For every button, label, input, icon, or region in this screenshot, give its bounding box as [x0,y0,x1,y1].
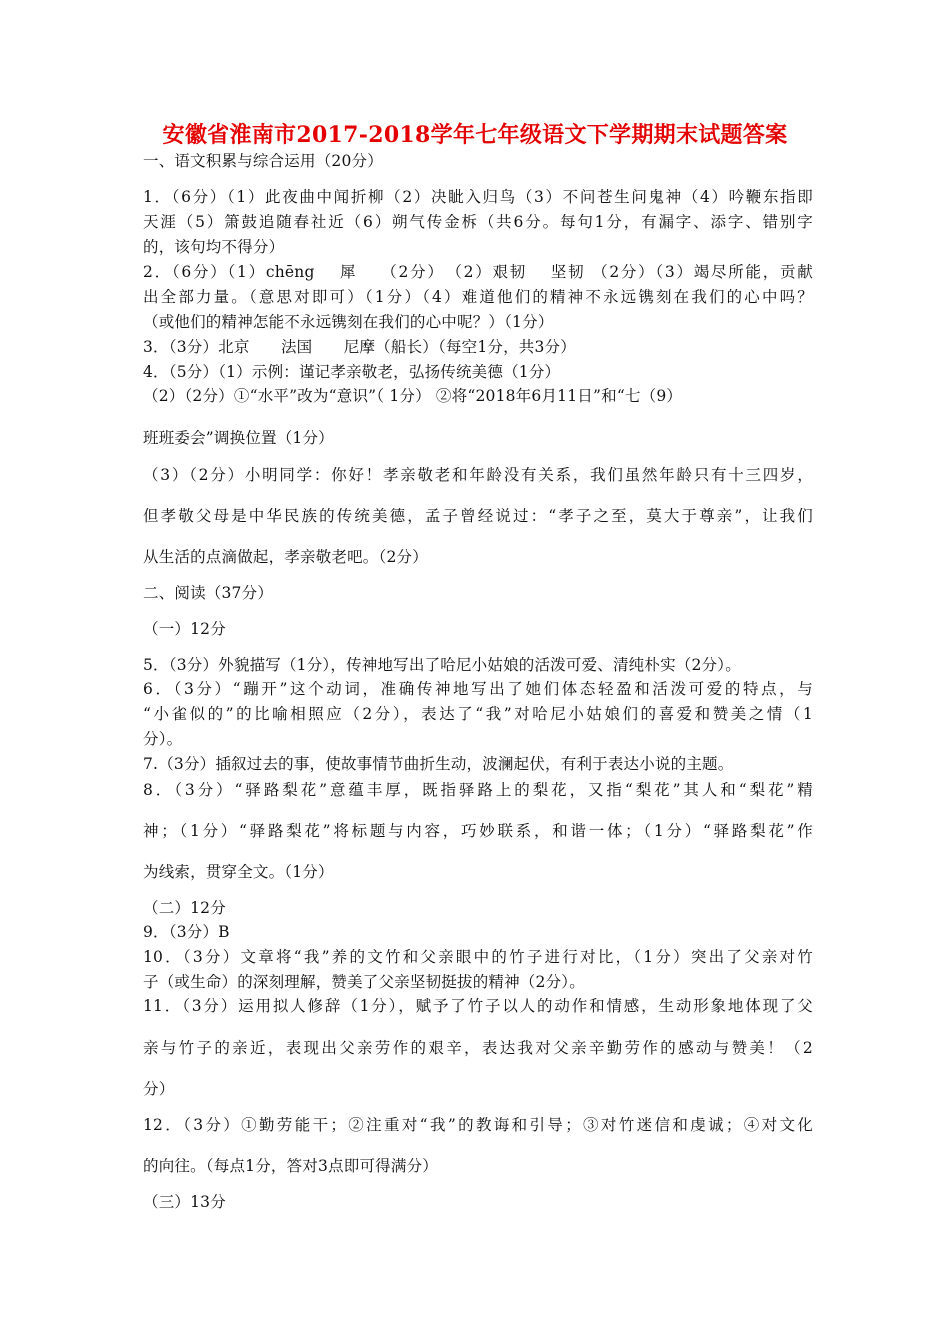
answer-line: 1．（6分）（1）此夜曲中闻折柳（2）决眦入归鸟（3）不问苍生问鬼神（4）吟鞭东指即 [143,188,813,206]
answer-line: 5．（3分）外貌描写（1分），传神地写出了哈尼小姑娘的活泼可爱、清纯朴实（2分）。 [143,656,741,674]
answer-line: 11．（3分）运用拟人修辞（1分），赋予了竹子以人的动作和情感，生动形象地体现了父 [143,997,813,1015]
document-title: 安徽省淮南市2017-2018学年七年级语文下学期期末试题答案 [162,122,788,148]
answer-line: 9．（3分）B [143,923,230,941]
answer-line: 子（或生命）的深刻理解，赞美了父亲坚韧挺拔的精神（2分）。 [143,973,585,991]
subsection-heading: （一）12分 [143,620,226,638]
answer-line: （2）（2分）①“水平”改为“意识”（ 1分） ②将“2018年6月11日”和“七（9） [143,387,683,405]
answer-line: 10．（3分）文章将“我”养的文竹和父亲眼中的竹子进行对比，（1分）突出了父亲对竹 [143,948,813,966]
subsection-heading: （三）13分 [143,1193,226,1211]
answer-line: “小雀似的”的比喻相照应（2分），表达了“我”对哈尼小姑娘们的喜爱和赞美之情（1 [143,705,813,723]
answer-line: （3）（2分）小明同学：你好！孝亲敬老和年龄没有关系，我们虽然年龄只有十三四岁， [143,466,813,484]
answer-line: 3．（3分）北京 法国 尼摩（船长）（每空1分，共3分） [143,338,576,356]
answer-line: 为线索，贯穿全文。（1分） [143,863,334,881]
answer-line: （或他们的精神怎能不永远镌刻在我们的心中呢？）（1分） [143,313,554,331]
answer-line: 天涯（5）箫鼓追随春社近（6）朔气传金柝（共6分。每句1分，有漏字、添字、错别字 [143,213,813,231]
answer-line: 神；（1分）“驿路梨花”将标题与内容，巧妙联系，和谐一体；（1分）“驿路梨花”作 [143,822,813,840]
section-heading-2: 二、阅读（37分） [143,584,274,602]
answer-line: 出全部力量。（意思对即可）（1分）（4）难道他们的精神不永远镌刻在我们的心中吗？ [143,288,813,306]
answer-line: 7.（3分）插叙过去的事，使故事情节曲折生动，波澜起伏，有利于表达小说的主题。 [143,755,734,773]
answer-line: 但孝敬父母是中华民族的传统美德，孟子曾经说过：“孝子之至，莫大于尊亲”，让我们 [143,507,813,525]
answer-line: 4．（5分）（1）示例：谨记孝亲敬老，弘扬传统美德（1分） [143,363,561,381]
answer-line: 8．（3分）“驿路梨花”意蕴丰厚，既指驿路上的梨花，又指“梨花”其人和“梨花”精 [143,781,813,799]
answer-line: 分） [143,1080,175,1098]
answer-line: 12．（3分）①勤劳能干；②注重对“我”的教诲和引导；③对竹迷信和虔诚；④对文化 [143,1116,813,1134]
answer-line: 6．（3分）“蹦开”这个动词，准确传神地写出了她们体态轻盈和活泼可爱的特点，与 [143,680,813,698]
answer-line: 的，该句均不得分） [143,238,285,256]
answer-line: 亲与竹子的亲近，表现出父亲劳作的艰辛，表达我对父亲辛勤劳作的感动与赞美！（2 [143,1039,813,1057]
section-heading-1: 一、语文积累与综合运用（20分） [143,152,383,170]
answer-line: 班班委会”调换位置（1分） [143,429,334,447]
subsection-heading: （二）12分 [143,899,226,917]
answer-line: 从生活的点滴做起，孝亲敬老吧。（2分） [143,548,428,566]
answer-line: 分）。 [143,730,183,748]
answer-line: 2．（6分）（1）chēng 犀 （2分） （2）艰韧 坚韧 （2分）（3）竭尽所能，贡献 [143,263,813,281]
answer-line: 的向往。（每点1分，答对3点即可得满分） [143,1157,438,1175]
